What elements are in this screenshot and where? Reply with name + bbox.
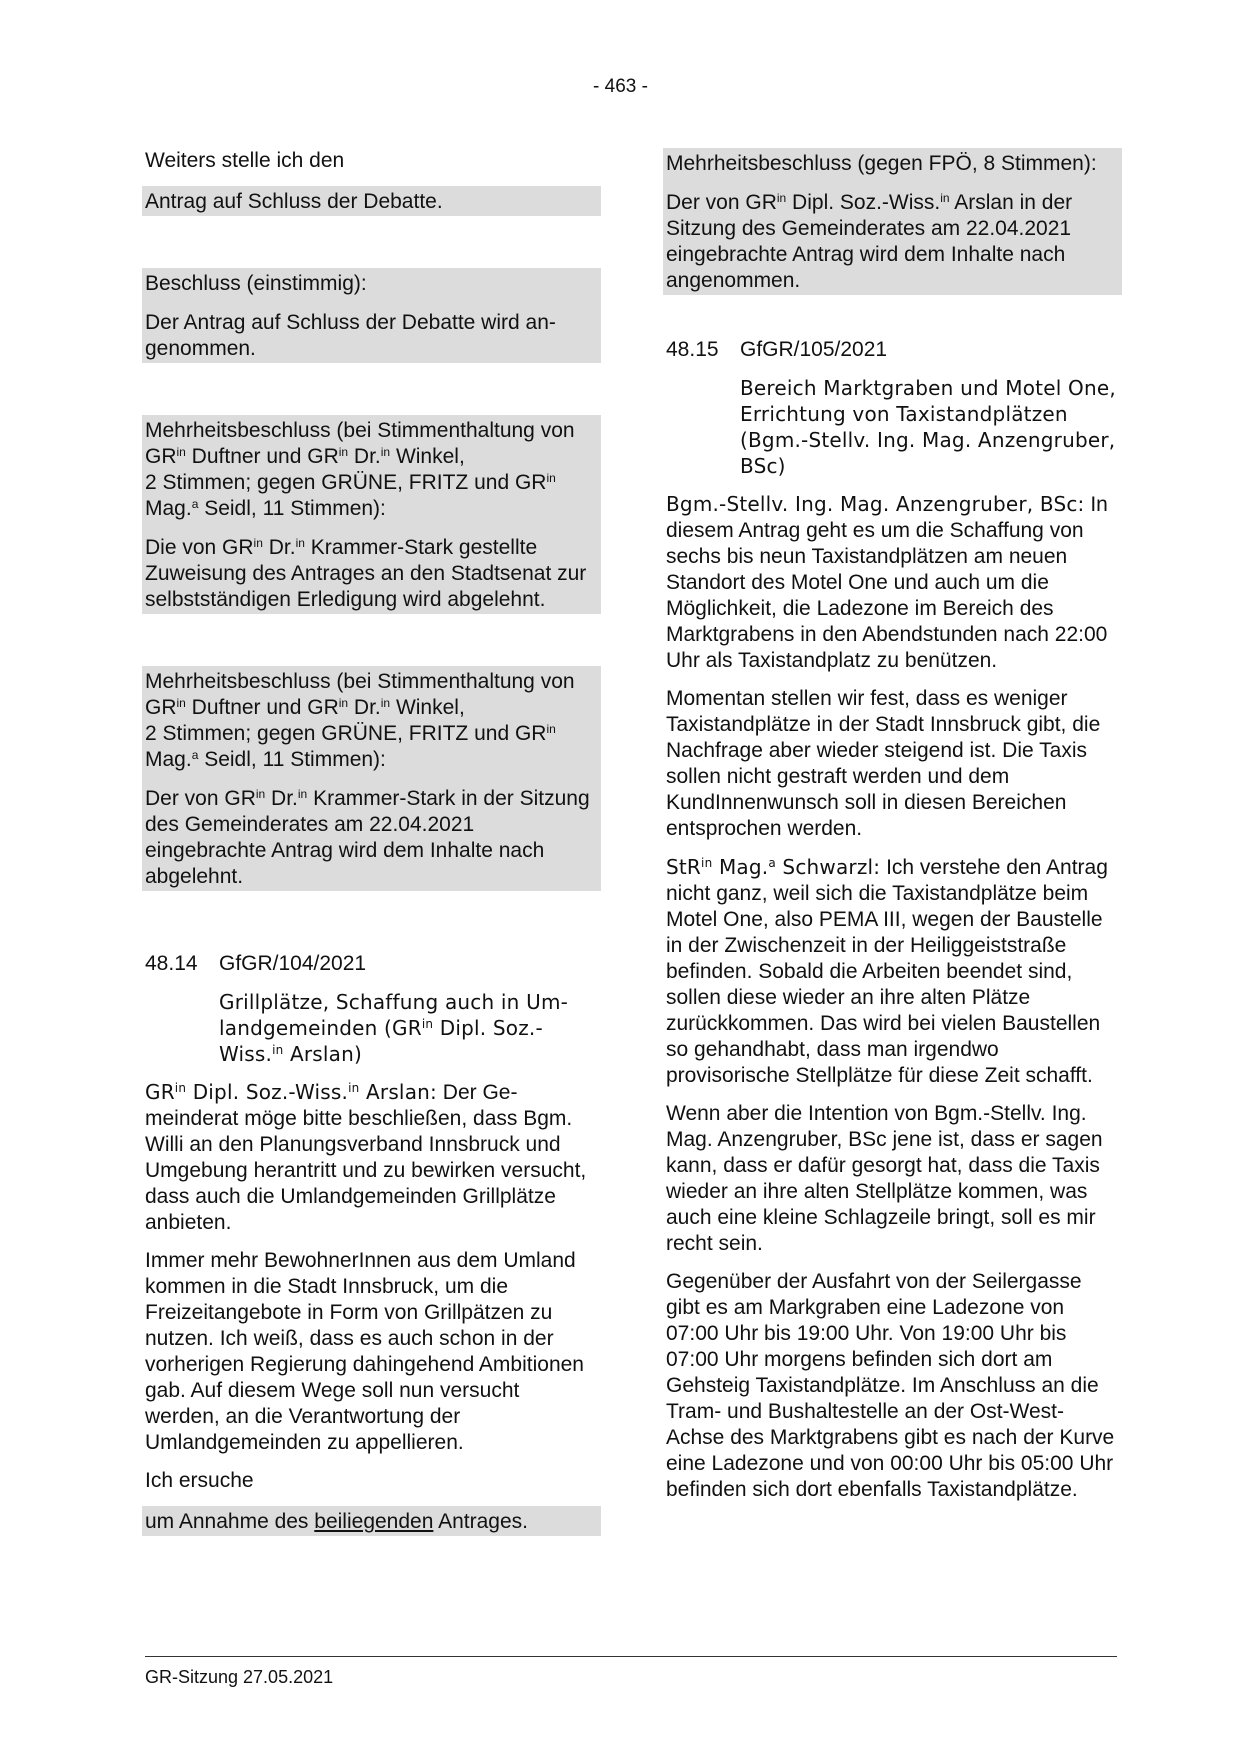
resolution-text: Der von $GR^{in}$ Dipl. Soz.-Wiss.$^{in}$ Arslan in der Sitzung des Gemeinderates am 22.04.2021 eingebrachte Antrag wird dem Inhalte nach angenommen. (663, 178, 1122, 295)
resolution-heading: Mehrheitsbeschluss (bei Stimmenthaltung von $GR^{in}$ Duftner und $GR^{in}$ Dr.$^{in}$ Winkel, 2 Stimmen; gegen GRÜNE, FRITZ und $GR^{in}$ Mag.$^a$ Seidl, 11 Stimmen): (142, 666, 601, 774)
speaker-name: Bgm.-Stellv. Ing. Mag. Anzengruber, BSc: (666, 492, 1085, 516)
left-column (145, 148, 597, 1548)
right-column (666, 148, 1118, 1515)
paragraph: Ich ersuche (145, 1469, 254, 1492)
speech-paragraph: Wenn aber die Intention von Bgm.-Stellv. Ing. Mag. Anzengruber, BSc jene ist, dass er sagen kann, dass er dafür gesorgt hat, dass die Taxis wieder an ihre alten Stellplätze kommen, was auch eine kleine Schlagzeile bringt, soll es mir recht sein. (666, 1102, 1103, 1255)
resolution-heading: Mehrheitsbeschluss (bei Stimmenthaltung von $GR^{in}$ Duftner und $GR^{in}$ Dr.$^{in}$ Winkel, 2 Stimmen; gegen GRÜNE, FRITZ und $GR^{in}$ Mag.$^a$ Seidl, 11 Stimmen): (142, 415, 601, 523)
agenda-item-header (666, 337, 1118, 363)
resolution-heading: Beschluss (einstimmig): (142, 268, 601, 298)
motion-text: um Annahme des beiliegenden Antrages. (142, 1506, 601, 1536)
agenda-item-code: GfGR/104/2021 (219, 952, 367, 975)
agenda-item-code: GfGR/105/2021 (740, 338, 888, 361)
agenda-item-number: 48.14 (145, 952, 198, 975)
resolution-text: Der Antrag auf Schluss der Debatte wird angenommen. (142, 298, 601, 363)
resolution-text: Der von $GR^{in}$ Dr.$^{in}$ Krammer-Stark in der Sitzung des Gemeinderates am 22.04.2021 eingebrachte Antrag wird dem Inhalte nach abgelehnt. (142, 774, 601, 891)
speech-paragraph: Immer mehr BewohnerInnen aus dem Umland kommen in die Stadt Innsbruck, um die Freizeitangebote in Form von Grillpätzen zu nutzen. Ich weiß, dass es auch schon in der vorherigen Regierung dahingehend Ambitionen gab. Auf diesem Wege soll nun versucht werden, an die Verantwortung der Umlandgemeinden zu appellieren. (145, 1249, 584, 1454)
footer-divider (145, 1656, 1117, 1657)
resolution-text: Die von $GR^{in}$ Dr.$^{in}$ Krammer-Stark gestellte Zuweisung des Antrages an den Stadtsenat zur selbstständigen Erledigung wird abgelehnt. (142, 523, 601, 614)
speech-paragraph: StR$^{in}$ Mag.$^a$ Schwarzl: Ich verstehe den Antrag nicht ganz, weil sich die Taxistandplätze beim Motel One, also PEMA III, wegen der Baustelle in der Zwischenzeit in der Heiliggeiststraße befinden. Sobald die Arbeiten beendet sind, sollen diese wieder an ihre alten Plätze zurückkommen. Das wird bei vielen Baustellen so gehandhabt, dass man irgendwo provisorische Stellplätze für diese Zeit schafft. (666, 855, 1108, 1087)
paragraph: Weiters stelle ich den (145, 149, 345, 172)
speech-paragraph: Bgm.-Stellv. Ing. Mag. Anzengruber, BSc: In diesem Antrag geht es um die Schaffung von sechs bis neun Taxistandplätzen am neuen Standort des Motel One und auch um die Möglichkeit, die Ladezone im Bereich des Marktgrabens in den Abendstunden nach 22:00 Uhr als Taxistandplatz zu benützen. (666, 492, 1108, 672)
speaker-name: StR$^{in}$ Mag.$^a$ Schwarzl: (666, 855, 881, 879)
speech-paragraph: Gegenüber der Ausfahrt von der Seilergasse gibt es am Markgraben eine Ladezone von 07:00 Uhr bis 19:00 Uhr. Von 19:00 Uhr bis 07:00 Uhr morgens befinden sich dort am Gehsteig Taxistandplätze. Im Anschluss an die Tram- und Bushaltestelle an der Ost-West-Achse des Marktgrabens gibt es nach der Kurve eine Ladezone und von 00:00 Uhr bis 05:00 Uhr befinden sich dort ebenfalls Taxistandplätze. (666, 1270, 1115, 1501)
speech-paragraph: $GR^{in}$ Dipl. Soz.-Wiss.$^{in}$ Arslan: Der Gemeinderat möge bitte beschließen, dass Bgm. Willi an den Planungsverband Innsbruck und Umgebung herantritt und zu bewirken versucht, dass auch die Umlandgemeinden Grillplätze anbieten. (145, 1080, 587, 1234)
speech-paragraph: Momentan stellen wir fest, dass es weniger Taxistandplätze in der Stadt Innsbruck gibt, die Nachfrage aber wieder steigend ist. Die Taxis sollen nicht gestraft werden und dem KundInnenwunsch soll in diesen Bereichen entsprochen werden. (666, 687, 1101, 840)
resolution-heading: Mehrheitsbeschluss (gegen FPÖ, 8 Stimmen): (663, 148, 1122, 178)
agenda-item-header (145, 951, 597, 977)
footer-text: GR-Sitzung 27.05.2021 (145, 1667, 334, 1687)
agenda-item-number: 48.15 (666, 338, 719, 361)
page-number: - 463 - (593, 76, 648, 97)
agenda-item-title: Bereich Marktgraben und Motel One, Errichtung von Taxistandplätzen (Bgm.-Stellv. Ing. Mag. Anzengruber, BSc) (740, 376, 1116, 478)
motion-text: Antrag auf Schluss der Debatte. (142, 186, 601, 216)
speaker-name: $GR^{in}$ Dipl. Soz.-Wiss.$^{in}$ Arslan: (145, 1080, 437, 1104)
agenda-item-title: Grillplätze, Schaffung auch in Umlandgemeinden ($GR^{in}$ Dipl. Soz.-Wiss.$^{in}$ Arslan) (219, 990, 568, 1066)
